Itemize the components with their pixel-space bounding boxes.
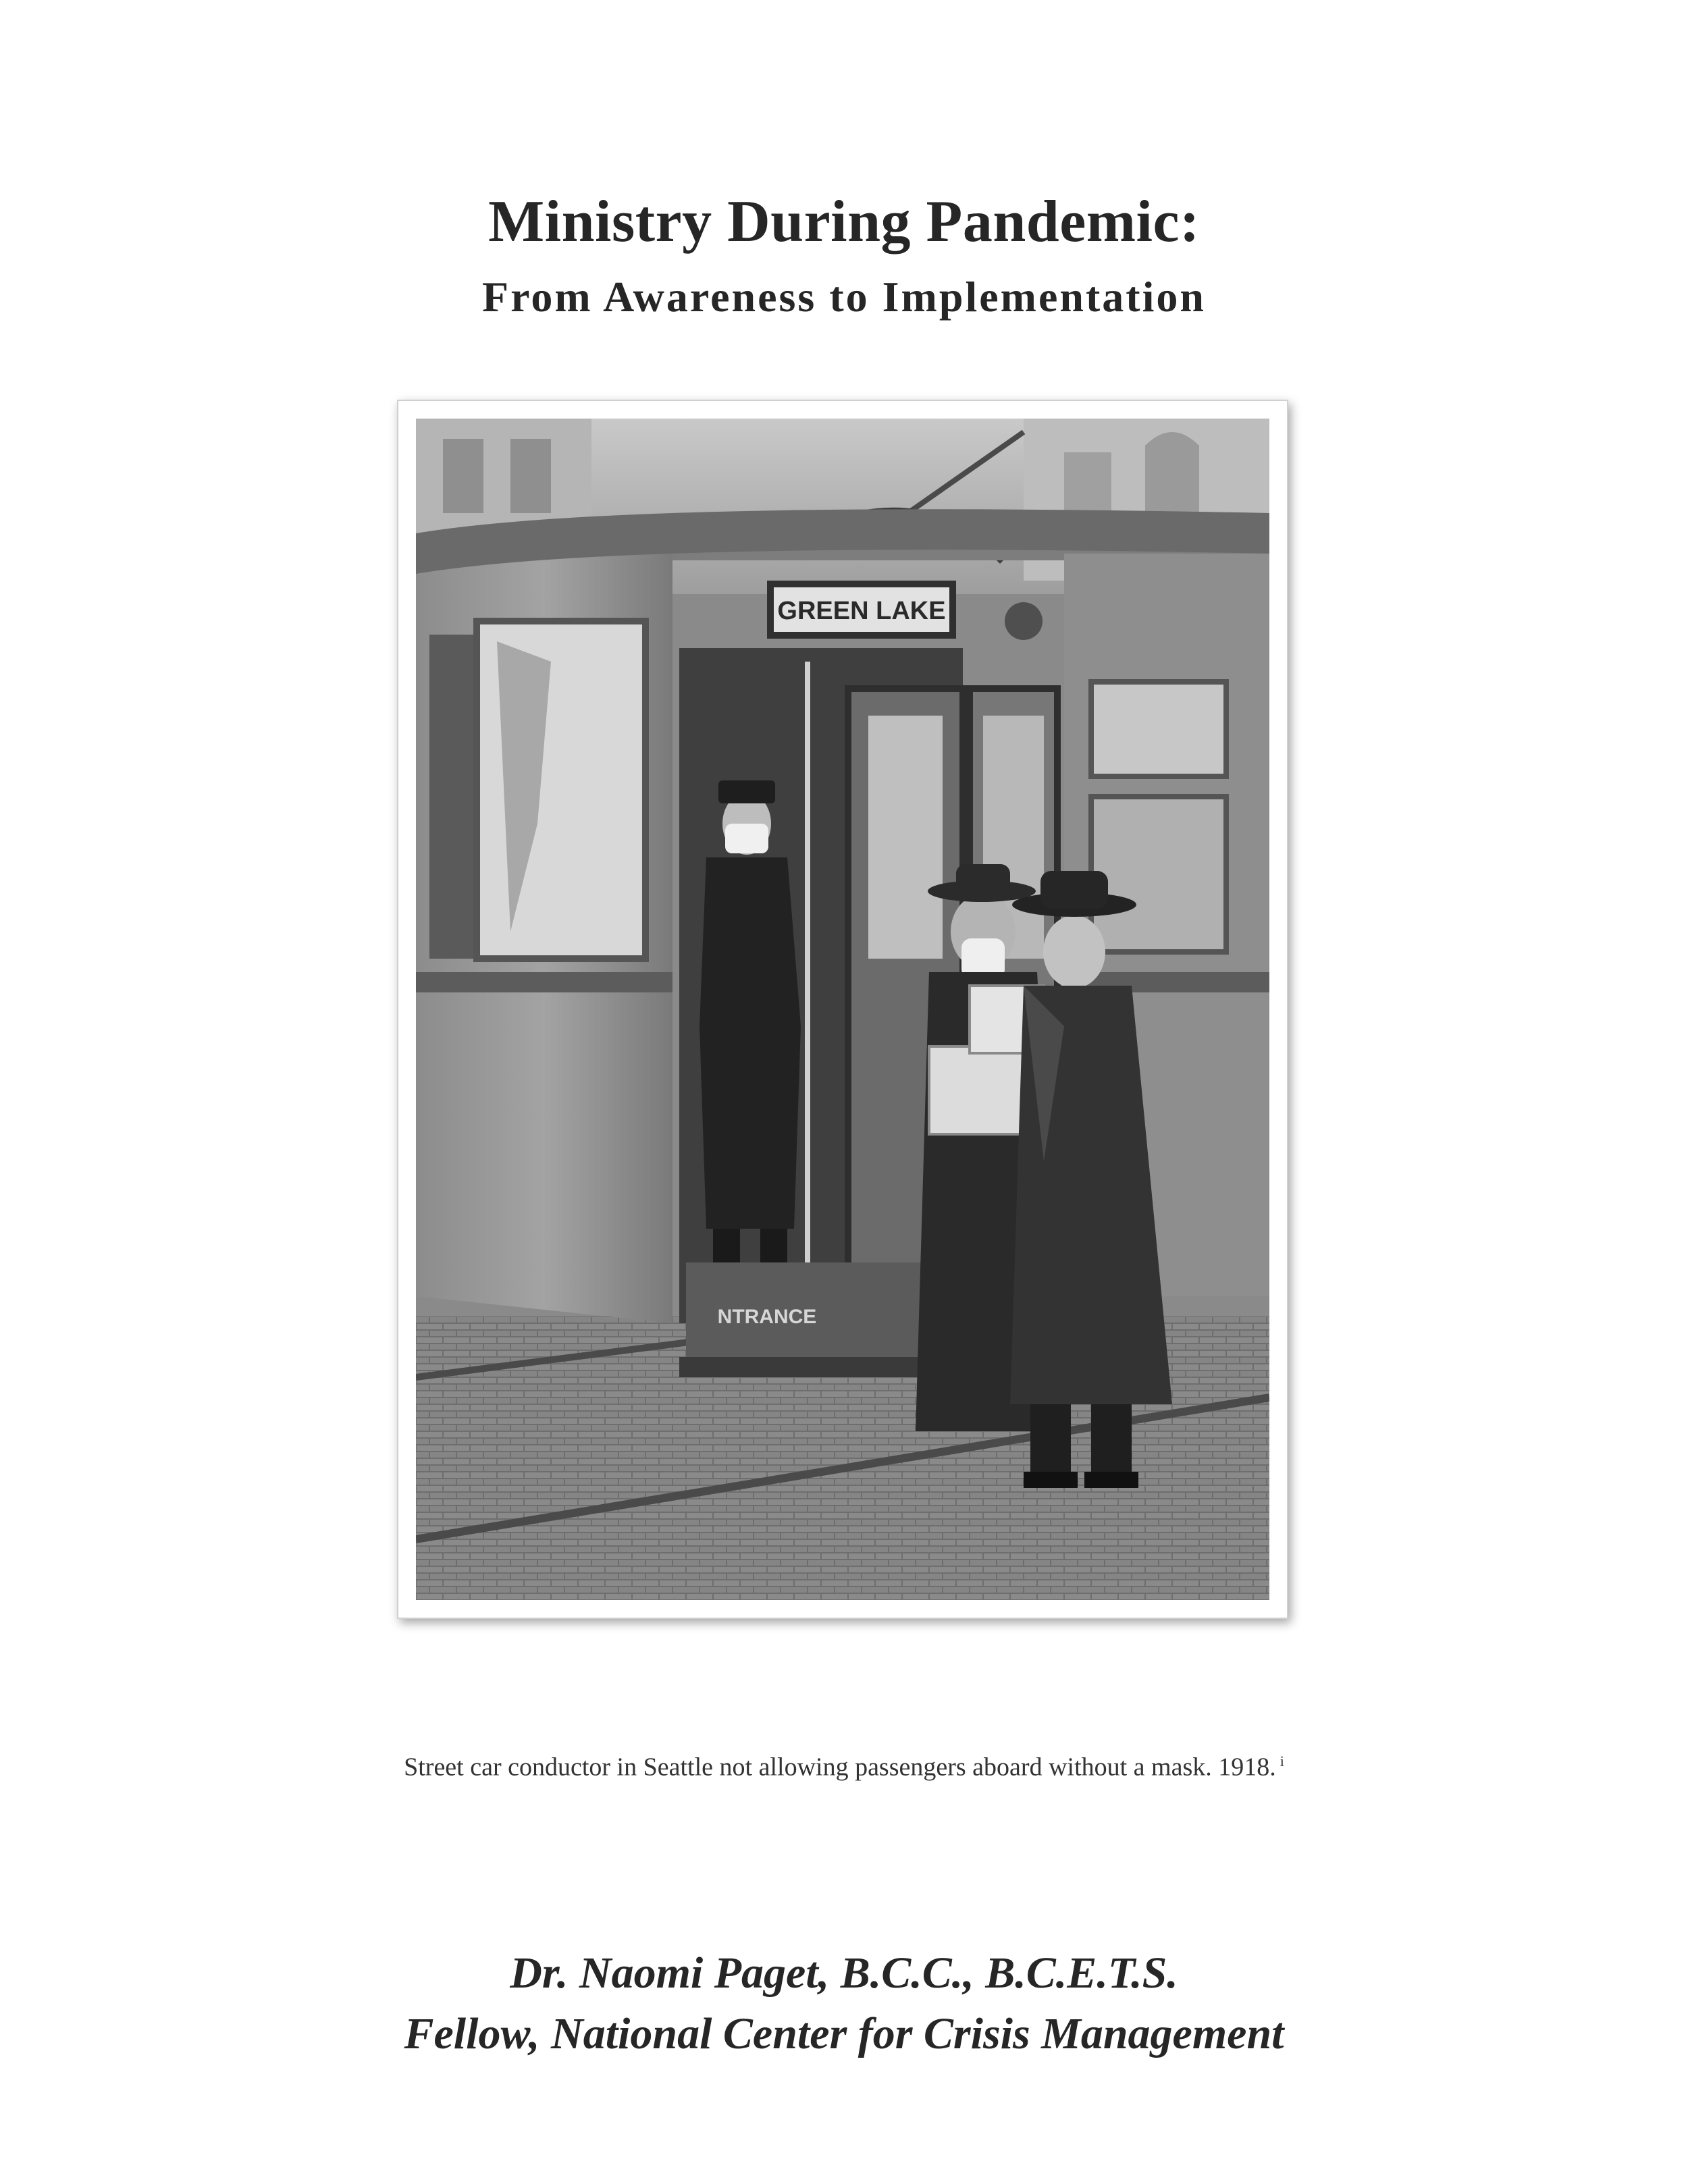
photo-frame <box>397 400 1288 1619</box>
entrance-text: NTRANCE <box>717 1306 817 1328</box>
photo-caption-text: Street car conductor in Seattle not allowing passengers aboard without a mask. 1918. <box>404 1753 1276 1782</box>
document-title: Ministry During Pandemic: <box>488 189 1200 255</box>
author-affiliation: Fellow, National Center for Crisis Management <box>404 2009 1284 2058</box>
author-name: Dr. Naomi Paget, B.C.C., B.C.E.T.S. <box>510 1948 1178 1998</box>
route-sign-text: GREEN LAKE <box>777 597 946 625</box>
endnote-marker[interactable]: i <box>1280 1753 1284 1769</box>
streetcar-illustration <box>416 419 1269 1600</box>
streetcar-photo <box>416 419 1269 1600</box>
photo-caption <box>0 1754 1688 1780</box>
document-subtitle: From Awareness to Implementation <box>482 273 1206 321</box>
